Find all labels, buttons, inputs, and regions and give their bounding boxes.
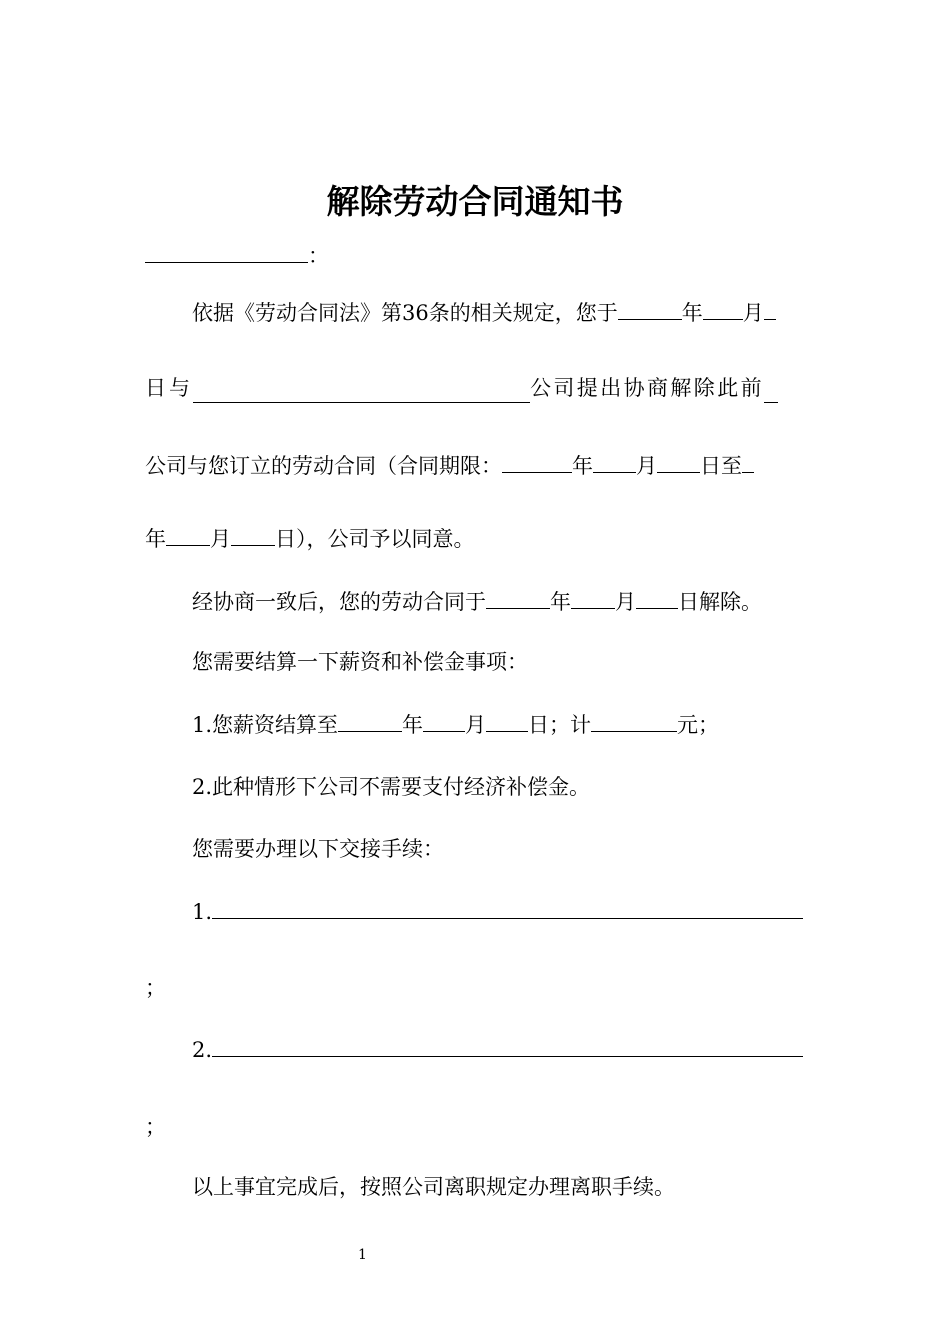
handover-1-semicolon: ； bbox=[145, 976, 166, 1000]
para3: 您需要结算一下薪资和补偿金事项： bbox=[192, 650, 528, 674]
page-number: 1 bbox=[358, 1247, 367, 1263]
para1-text-c: 公司提出协商解除此前 bbox=[530, 376, 764, 400]
salary-end: 元； bbox=[677, 713, 720, 737]
dissolve-month-blank[interactable] bbox=[571, 586, 615, 609]
year-label: 年 bbox=[402, 713, 424, 737]
closing-paragraph: 以上事宜完成后，按照公司离职规定办理离职手续。 bbox=[192, 1175, 675, 1199]
para1-line3 bbox=[145, 450, 754, 481]
month-label: 月 bbox=[742, 301, 764, 325]
salutation bbox=[145, 240, 329, 271]
day-to-label: 日至 bbox=[700, 454, 742, 478]
month-label: 月 bbox=[615, 590, 636, 614]
year-label: 年 bbox=[572, 454, 593, 478]
para1-line4 bbox=[145, 523, 475, 554]
handover-item-2 bbox=[192, 1034, 803, 1065]
term-start-day-blank[interactable] bbox=[657, 450, 700, 473]
year-label: 年 bbox=[145, 527, 166, 551]
salary-item bbox=[192, 709, 719, 740]
salary-day-label: 日；计 bbox=[528, 713, 592, 737]
compensation-item: 2.此种情形下公司不需要支付经济补偿金。 bbox=[192, 775, 591, 799]
year-label: 年 bbox=[550, 590, 571, 614]
term-start-month-blank[interactable] bbox=[593, 450, 636, 473]
company-name-blank-2[interactable] bbox=[764, 380, 778, 403]
apply-day-blank[interactable] bbox=[764, 297, 776, 320]
para1-text-d: 公司与您订立的劳动合同（合同期限： bbox=[145, 454, 502, 478]
handover-1-number: 1. bbox=[192, 900, 213, 924]
para2 bbox=[192, 586, 762, 617]
handover-item-1 bbox=[192, 896, 803, 927]
company-name-blank[interactable] bbox=[193, 380, 530, 403]
salary-month-blank[interactable] bbox=[423, 709, 465, 732]
salary-year-blank[interactable] bbox=[338, 709, 402, 732]
para1-text-a: 依据《劳动合同法》第36条的相关规定，您于 bbox=[192, 301, 618, 325]
para2-end: 日解除。 bbox=[678, 590, 762, 614]
para1-text-end: 日），公司予以同意。 bbox=[275, 527, 475, 551]
month-label: 月 bbox=[636, 454, 657, 478]
term-end-day-blank[interactable] bbox=[231, 523, 275, 546]
para1-line2 bbox=[145, 373, 810, 403]
term-start-year-blank[interactable] bbox=[502, 450, 572, 473]
handover-2-blank[interactable] bbox=[212, 1034, 803, 1057]
handover-2-semicolon: ； bbox=[145, 1115, 166, 1139]
handover-1-blank[interactable] bbox=[212, 896, 803, 919]
handover-2-number: 2. bbox=[192, 1038, 213, 1062]
salary-amount-blank[interactable] bbox=[591, 709, 677, 732]
apply-month-blank[interactable] bbox=[703, 297, 743, 320]
para4: 您需要办理以下交接手续： bbox=[192, 837, 444, 861]
recipient-name-blank[interactable] bbox=[145, 240, 308, 263]
salary-day-blank[interactable] bbox=[486, 709, 528, 732]
dissolve-year-blank[interactable] bbox=[486, 586, 550, 609]
apply-year-blank[interactable] bbox=[618, 297, 682, 320]
salutation-colon: ： bbox=[308, 244, 329, 268]
term-end-year-blank[interactable] bbox=[742, 450, 754, 473]
salary-text: 1.您薪资结算至 bbox=[192, 713, 339, 737]
para2-text: 经协商一致后，您的劳动合同于 bbox=[192, 590, 486, 614]
dissolve-day-blank[interactable] bbox=[636, 586, 678, 609]
para1-text-b: 日与 bbox=[145, 376, 193, 400]
para1-line1 bbox=[192, 297, 776, 328]
term-end-month-blank[interactable] bbox=[166, 523, 210, 546]
document-title: 解除劳动合同通知书 bbox=[326, 182, 624, 221]
month-label: 月 bbox=[465, 713, 487, 737]
year-label: 年 bbox=[681, 301, 703, 325]
month-label: 月 bbox=[210, 527, 231, 551]
